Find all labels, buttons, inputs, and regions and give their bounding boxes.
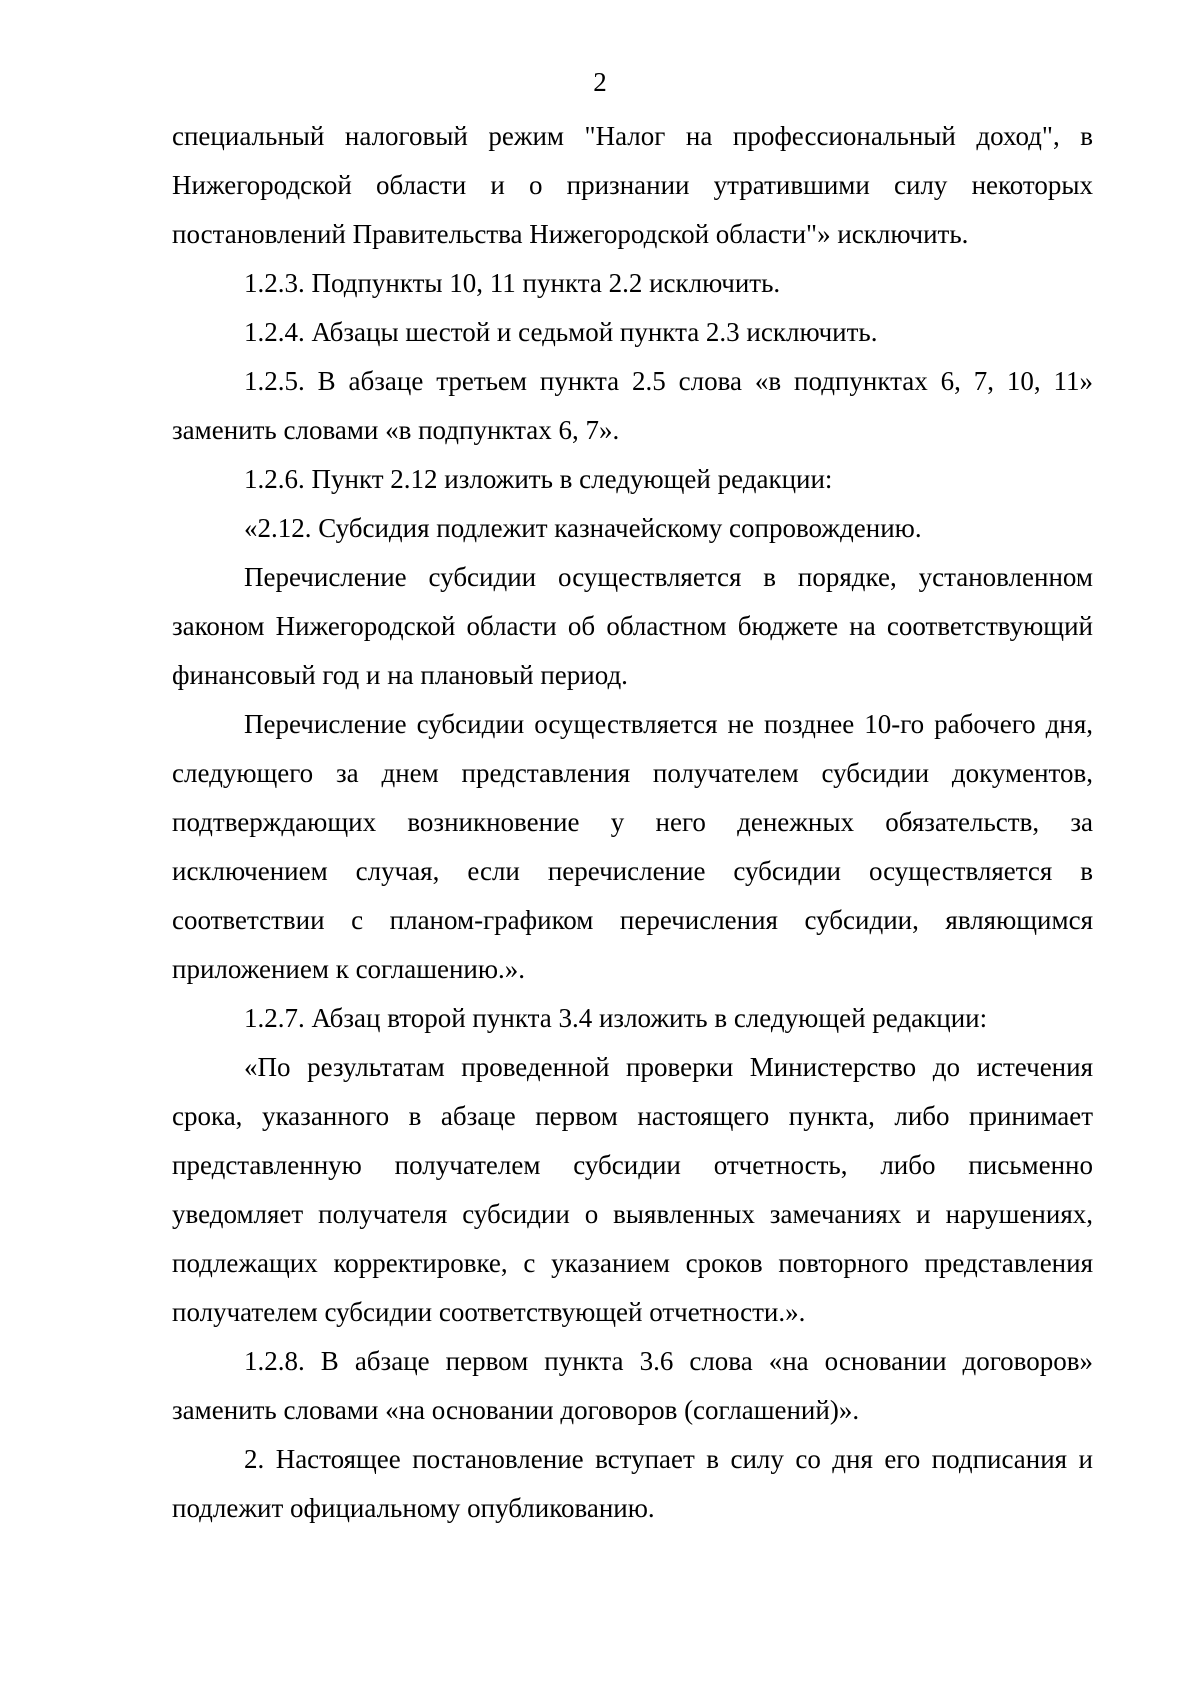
paragraph-2-entry-into-force: 2. Настоящее постановление вступает в силу со дня его подписания и подлежит официальному опубликованию.: [172, 1444, 1093, 1523]
quoted-clause-2-12: «2.12. Субсидия подлежит казначейскому сопровождению.: [244, 513, 922, 543]
paragraph-1-2-4: 1.2.4. Абзацы шестой и седьмой пункта 2.3 исключить.: [244, 317, 878, 347]
quoted-paragraph-transfer-deadline: Перечисление субсидии осуществляется не позднее 10-го рабочего дня, следующего за днем представления получателем субсидии документов, подтверждающих возникновение у него денежных обязательств, за исключением случая, если перечисление субсидии осуществляется в соответствии с планом-графиком перечисления субсидии, являющимся приложением к соглашению.».: [172, 709, 1093, 984]
paragraph-1-2-7: 1.2.7. Абзац второй пункта 3.4 изложить в следующей редакции:: [244, 1003, 988, 1033]
page-number: 2: [593, 67, 607, 97]
quoted-paragraph-transfer-order: Перечисление субсидии осуществляется в порядке, установленном законом Нижегородской области об областном бюджете на соответствующий финансовый год и на плановый период.: [172, 562, 1093, 690]
paragraph-1-2-6: 1.2.6. Пункт 2.12 изложить в следующей редакции:: [244, 464, 833, 494]
paragraph-1-2-3: 1.2.3. Подпункты 10, 11 пункта 2.2 исключить.: [244, 268, 781, 298]
quoted-paragraph-inspection: «По результатам проведенной проверки Министерство до истечения срока, указанного в абзаце первом настоящего пункта, либо принимает представленную получателем субсидии отчетность, либо письменно уведомляет получателя субсидии о выявленных замечаниях и нарушениях, подлежащих корректировке, с указанием сроков повторного представления получателем субсидии соответствующей отчетности.».: [172, 1052, 1093, 1327]
paragraph-1-2-8: 1.2.8. В абзаце первом пункта 3.6 слова «на основании договоров» заменить словами «на основании договоров (соглашений)».: [172, 1346, 1093, 1425]
paragraph-1-2-5: 1.2.5. В абзаце третьем пункта 2.5 слова «в подпунктах 6, 7, 10, 11» заменить словами «в подпунктах 6, 7».: [172, 366, 1093, 445]
document-body: [172, 112, 1093, 1533]
paragraph-continuation: специальный налоговый режим "Налог на профессиональный доход", в Нижегородской области и о признании утратившими силу некоторых постановлений Правительства Нижегородской области"» исключить.: [172, 121, 1093, 249]
